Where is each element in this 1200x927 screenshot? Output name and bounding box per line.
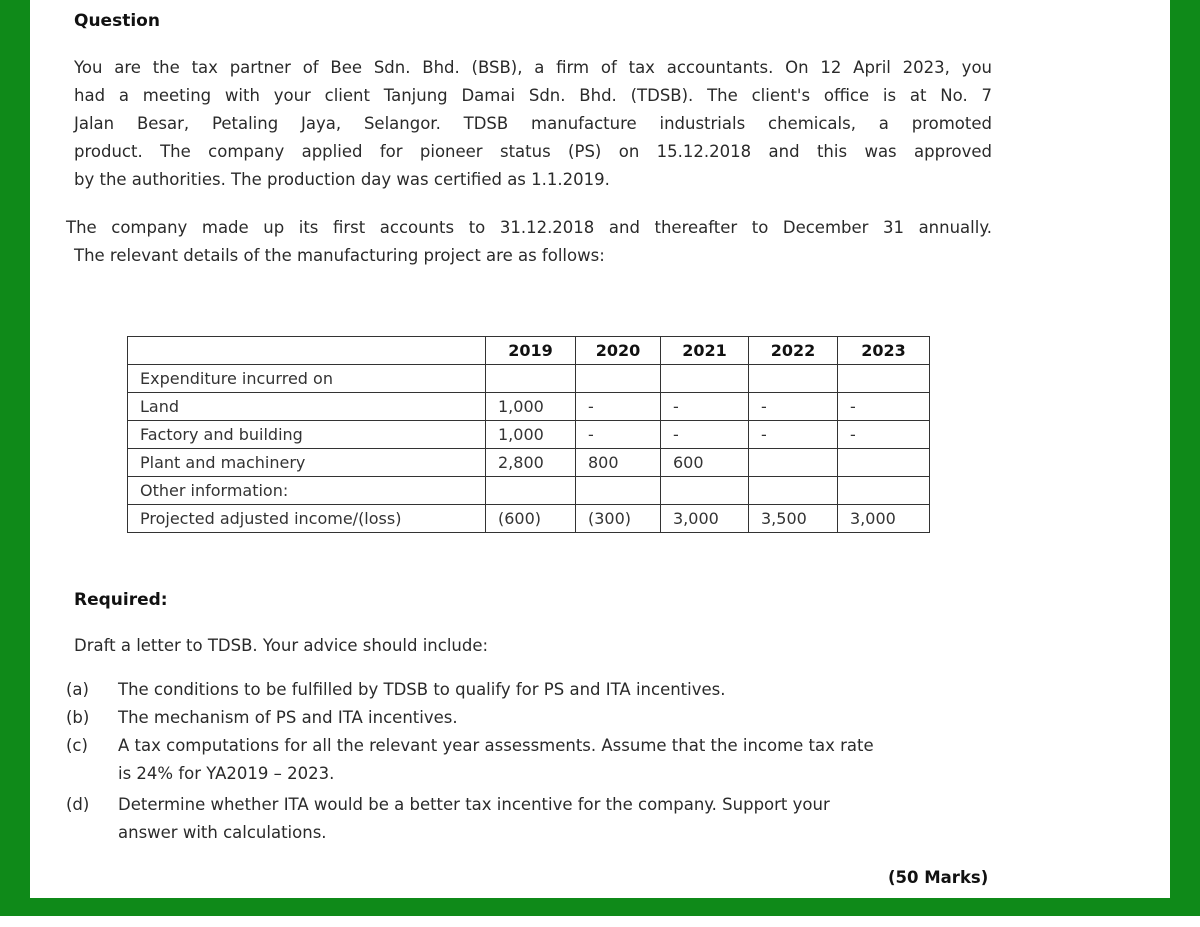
table-cell: - [576,421,661,449]
table-cell [486,365,576,393]
requirement-letter: (d) [66,795,90,814]
row-label: Plant and machinery [128,449,486,477]
intro-line: by the authorities. The production day was certified as 1.1.2019. [74,170,610,189]
question-page [30,0,1170,898]
table-row [128,393,930,421]
table-row [128,365,930,393]
table-row [128,449,930,477]
row-label: Land [128,393,486,421]
table-cell [749,449,838,477]
table-cell: - [838,393,930,421]
year-header: 2020 [576,337,661,365]
required-intro: Draft a letter to TDSB. Your advice should include: [74,636,489,655]
year-header: 2019 [486,337,576,365]
table-cell: (300) [576,505,661,533]
green-frame-bottom [14,898,1186,916]
table-cell: - [661,421,749,449]
accounts-line: The company made up its first accounts to 31.12.2018 and thereafter to December 31 annually. [66,218,992,237]
year-header: 2023 [838,337,930,365]
green-frame-left [0,0,30,916]
table-cell: - [576,393,661,421]
table-cell [661,365,749,393]
row-label: Factory and building [128,421,486,449]
table-cell [838,449,930,477]
requirement-text: answer with calculations. [118,823,327,842]
row-label: Expenditure incurred on [128,365,486,393]
requirement-letter: (c) [66,736,88,755]
table-cell: 3,000 [838,505,930,533]
table-cell [486,477,576,505]
requirement-letter: (a) [66,680,89,699]
intro-line: product. The company applied for pioneer status (PS) on 15.12.2018 and this was approved [74,142,992,161]
table-cell: - [749,421,838,449]
table-cell [576,477,661,505]
total-marks: (50 Marks) [888,868,989,887]
intro-line: Jalan Besar, Petaling Jaya, Selangor. TDSB manufacture industrials chemicals, a promoted [74,114,992,133]
table-cell [749,477,838,505]
table-cell: - [749,393,838,421]
requirements-list [66,676,996,846]
table-cell: - [661,393,749,421]
table-cell [838,365,930,393]
green-frame-right [1170,0,1200,916]
year-header: 2022 [749,337,838,365]
table-cell: (600) [486,505,576,533]
table-row [128,505,930,533]
table-row [128,477,930,505]
accounts-paragraph [66,214,992,270]
table-cell: - [838,421,930,449]
table-cell: 1,000 [486,421,576,449]
table-cell: 1,000 [486,393,576,421]
requirement-text: The conditions to be fulfilled by TDSB to qualify for PS and ITA incentives. [118,680,726,699]
requirement-text: Determine whether ITA would be a better tax incentive for the company. Support your [118,795,830,814]
table-cell [749,365,838,393]
table-cell: 800 [576,449,661,477]
requirement-text: The mechanism of PS and ITA incentives. [118,708,458,727]
intro-line: had a meeting with your client Tanjung Damai Sdn. Bhd. (TDSB). The client's office is at No. 7 [74,86,992,105]
requirement-text: is 24% for YA2019 – 2023. [118,764,335,783]
table-cell [576,365,661,393]
table-header-blank [128,337,486,365]
table-cell [661,477,749,505]
year-header: 2021 [661,337,749,365]
table-row [128,421,930,449]
table-cell: 3,500 [749,505,838,533]
requirement-letter: (b) [66,708,90,727]
table-cell: 2,800 [486,449,576,477]
required-heading: Required: [74,590,168,610]
intro-paragraph [74,54,992,194]
table-cell: 3,000 [661,505,749,533]
table-cell [838,477,930,505]
intro-line: You are the tax partner of Bee Sdn. Bhd. (BSB), a firm of tax accountants. On 12 April 2023, you [74,58,992,77]
row-label: Other information: [128,477,486,505]
row-label: Projected adjusted income/(loss) [128,505,486,533]
project-details-table [127,336,930,533]
question-heading: Question [74,11,160,31]
accounts-line: The relevant details of the manufacturing project are as follows: [74,246,605,265]
table-cell: 600 [661,449,749,477]
requirement-text: A tax computations for all the relevant year assessments. Assume that the income tax rate [118,736,874,755]
table-header-row [128,337,930,365]
